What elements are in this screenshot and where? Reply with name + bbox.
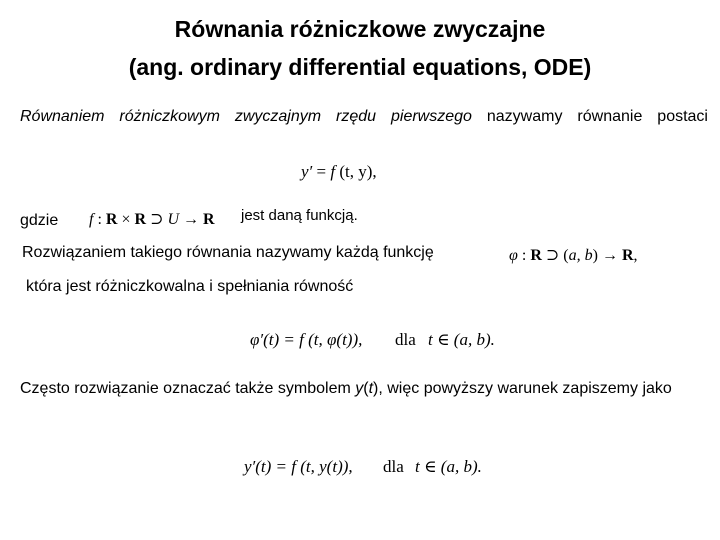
eq2-main: φ′(t) = f (t, φ(t)),	[250, 330, 363, 349]
paragraph-notation	[20, 379, 692, 399]
R-symbol-3: R	[203, 211, 215, 228]
paragraph-definition	[20, 107, 708, 127]
notation-paren-close: )	[373, 380, 379, 397]
equation-phi-condition	[428, 330, 495, 350]
eq2-cond: t ∈ (a, b).	[428, 330, 495, 349]
equation-y-condition	[415, 457, 482, 477]
f-symbol: f	[89, 211, 94, 228]
eq3-main: y′(t) = f (t, y(t)),	[244, 457, 353, 476]
phi-comma: ,	[633, 247, 638, 264]
equation-y	[244, 457, 353, 477]
equation-phi-dla: dla	[395, 330, 416, 349]
R-symbol-1: R	[105, 211, 118, 228]
eq1-equals: =	[312, 162, 331, 181]
eq1-lhs: y′	[301, 162, 313, 181]
phi-R-2: R	[621, 247, 634, 264]
equation-ode	[301, 162, 377, 182]
arrow-symbol: →	[179, 211, 204, 228]
phi-symbol: φ	[509, 247, 518, 264]
notation-text1: Często rozwiązanie oznaczać także symbolem	[20, 380, 356, 397]
equation-phi	[250, 330, 362, 350]
notation-t: t	[368, 380, 374, 397]
paragraph-condition: która jest różniczkowalna i spełniania równość	[26, 278, 354, 295]
paragraph-solution: Rozwiązaniem takiego równania nazywamy każdą funkcję	[22, 244, 434, 261]
equation-y-dla: dla	[383, 457, 404, 476]
eq1-args: (t, y),	[335, 162, 377, 181]
times-symbol: ×	[117, 211, 135, 228]
phi-colon: :	[517, 247, 531, 264]
phi-interval: a, b	[568, 247, 593, 264]
notation-paren-open: (	[363, 380, 369, 397]
math-f-domain	[89, 209, 215, 229]
f-colon: :	[93, 211, 106, 228]
definition-term: Równaniem różniczkowym zwyczajnym rzędu pierwszego	[20, 108, 472, 125]
gdzie-label: gdzie	[20, 212, 59, 229]
U-symbol: U	[167, 211, 180, 228]
phi-arrow: ) →	[592, 247, 622, 264]
supset-symbol: ⊃	[146, 211, 168, 228]
eq1-f: f	[330, 162, 336, 181]
eq3-cond: t ∈ (a, b).	[415, 457, 482, 476]
gdzie-suffix: jest daną funkcją.	[241, 207, 358, 224]
slide-title-line1: Równania różniczkowe zwyczajne	[174, 16, 546, 42]
definition-rest: nazywamy równanie postaci	[471, 108, 708, 125]
phi-R-1: R	[530, 247, 542, 264]
phi-supset: ⊃ (	[541, 247, 569, 264]
math-phi-domain	[509, 245, 638, 265]
notation-y: y	[355, 380, 364, 397]
notation-text2: , więc powyższy warunek zapiszemy jako	[378, 380, 672, 397]
slide-title-line2: (ang. ordinary differential equations, ODE)	[128, 54, 592, 80]
R-symbol-2: R	[134, 211, 147, 228]
